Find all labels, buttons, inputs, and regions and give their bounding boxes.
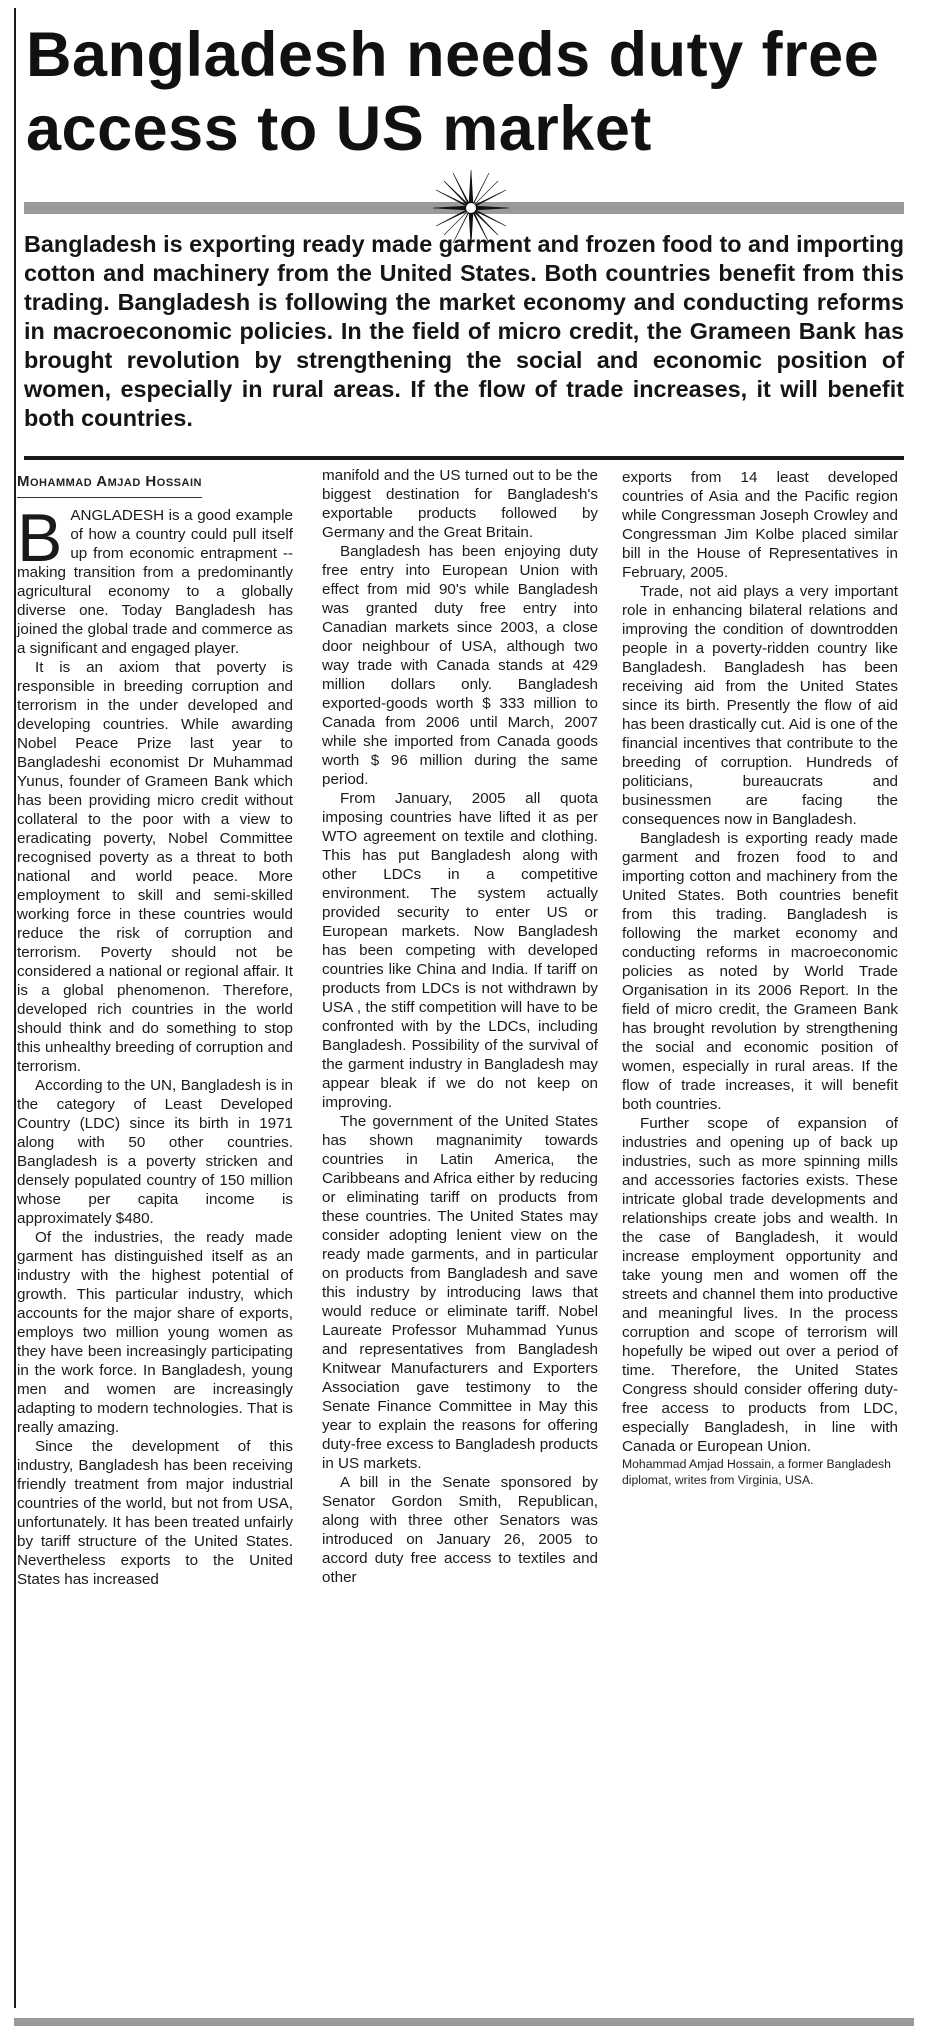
- article-column-3: [622, 468, 898, 1488]
- paragraph: exports from 14 least developed countries of Asia and the Pacific region while Congressman Joseph Crowley and Congressman Jim Kolbe placed similar bill in the House of Representatives in February, 2005.: [622, 469, 898, 581]
- first-paragraph-text: ANGLADESH is a good example of how a country could pull itself up from economic entrapment -- making transition from a predominantly agricultural economy to a globally diverse one. Today Bangladesh has joined the global trade and commerce as a significant and engaged player.: [17, 507, 293, 657]
- paragraph: manifold and the US turned out to be the biggest destination for Bangladesh's exportable products followed by Germany and the Great Britain.: [322, 467, 598, 541]
- deck-divider-rule: [24, 456, 904, 460]
- drop-cap: B: [17, 500, 63, 576]
- paragraph: Further scope of expansion of industries and opening up of back up industries, such as more spinning mills and accessories factories exists. These intricate global trade developments and relationships create jobs and wealth. In the case of Bangladesh, it would increase employment opportunity and take young men and women off the streets and channel them into productive and meaningful lives. In the process corruption and scope of terrorism will hopefully be wiped out over a period of time. Therefore, the United States Congress should consider offering duty-free access to products from LDC, especially Bangladesh, in line with Canada or European Union.: [622, 1115, 898, 1455]
- article-deck: Bangladesh is exporting ready made garment and frozen food to and importing cotton and machinery from the United States. Both countries benefit from this trading. Bangladesh is following the market economy and conducting reforms in macroeconomic policies. In the field of micro credit, the Grameen Bank has brought revolution by strengthening the social and economic position of women, especially in rural areas. If the flow of trade increases, it will benefit both countries.: [24, 231, 904, 431]
- paragraph: It is an axiom that poverty is responsible in breeding corruption and terrorism in the under developed and developing countries. While awarding Nobel Peace Prize last year to Bangladeshi economist Dr Muhammad Yunus, founder of Grameen Bank which has been providing micro credit without collateral to the poor with a view to eradicating poverty, Nobel Committee recognised poverty as a threat to both national and world peace. More employment to skill and semi-skilled working force in these countries would reduce the risk of corruption and terrorism. Poverty should not be considered a national or regional affair. It is a global phenomenon. Therefore, developed rich countries in the world should think and do something to stop this unhealthy breeding of corruption and terrorism.: [17, 659, 293, 1075]
- headline: Bangladesh needs duty free access to US market: [26, 20, 880, 164]
- left-border-rule: [14, 8, 16, 2008]
- article-column-2: [322, 466, 598, 1587]
- paragraph: Of the industries, the ready made garment has distinguished itself as an industry with the highest potential of growth. This particular industry, which accounts for the major share of exports, employs two million young women as they have been increasingly participating in the work force. In Bangladesh, young men and women are increasingly adapting to modern technologies. That is really amazing.: [17, 1229, 293, 1436]
- author-note: Mohammad Amjad Hossain, a former Bangladesh diplomat, writes from Virginia, USA.: [622, 1457, 891, 1487]
- paragraph: The government of the United States has shown magnanimity towards countries in Latin America, the Caribbeans and Africa either by reducing or eliminating tariff on products from these countries. The United States may consider adopting lenient view on the ready made garments, and in particular on products from Bangladesh and save this industry by introducing laws that would reduce or eliminate tariff. Nobel Laureate Professor Muhammad Yunus and representatives from Bangladesh Knitwear Manufacturers and Exporters Association gave testimony to the Senate Finance Committee in May this year to explain the reasons for offering duty-free excess to Bangladesh products in US markets.: [322, 1113, 598, 1472]
- paragraph: Bangladesh is exporting ready made garment and frozen food to and importing cotton and machinery from the United States. Both countries benefit from this trading. Bangladesh is following the market economy and conducting reforms in macroeconomic policies as noted by World Trade Organisation in its 2006 Report. In the field of micro credit, the Grameen Bank has brought revolution by strengthening the social and economic position of women, especially in rural areas. If the flow of trade increases, it will benefit both countries.: [622, 830, 898, 1113]
- paragraph: Trade, not aid plays a very important role in enhancing bilateral relations and improving the condition of downtrodden people in a poverty-ridden country like Bangladesh. Bangladesh has been receiving aid from the United States since its birth. Presently the flow of aid has been drastically cut. Aid is one of the financial incentives that contribute to the breeding of corruption. Hundreds of politicians, bureaucrats and businessmen are facing the consequences now in Bangladesh.: [622, 583, 898, 828]
- paragraph: Since the development of this industry, Bangladesh has been receiving friendly treatment from major industrial countries of the world, but not from USA, unfortunately. It has been treated unfairly by tariff structure of the United States. Nevertheless exports to the United States has increased: [17, 1438, 293, 1588]
- paragraph: A bill in the Senate sponsored by Senator Gordon Smith, Republican, along with three other Senators was introduced on January 26, 2005 to accord duty free access to textiles and other: [322, 1474, 598, 1586]
- bottom-divider-bar: [14, 2018, 914, 2026]
- first-paragraph: [17, 500, 293, 658]
- byline: Mohammad Amjad Hossain: [17, 472, 202, 498]
- paragraph: Bangladesh has been enjoying duty free entry into European Union with effect from mid 90's while Bangladesh was granted duty free entry into Canadian markets since 2003, a close door neighbour of USA, although two way trade with Canada stands at 429 million dollars only. Bangladesh exported-goods worth $ 333 million to Canada from 2006 until March, 2007 while she imported from Canada goods worth $ 96 million during the same period.: [322, 543, 598, 788]
- paragraph: From January, 2005 all quota imposing countries have lifted it as per WTO agreement on textile and clothing. This has put Bangladesh along with other LDCs in a competitive environment. The system actually provided security to enter US or European markets. Now Bangladesh has been competing with developed countries like China and India. If tariff on products from LDCs is not withdrawn by USA , the stiff competition will have to be confronted with by the LDCs, including Bangladesh. Possibility of the survival of the garment industry in Bangladesh may appear bleak if we do not keep on improving.: [322, 790, 598, 1111]
- paragraph: According to the UN, Bangladesh is in the category of Least Developed Country (LDC) since its birth in 1971 along with 50 other countries. Bangladesh is a poverty stricken and densely populated country of 150 million whose per capita income is approximately $480.: [17, 1077, 293, 1227]
- article-column-1: [17, 470, 293, 1589]
